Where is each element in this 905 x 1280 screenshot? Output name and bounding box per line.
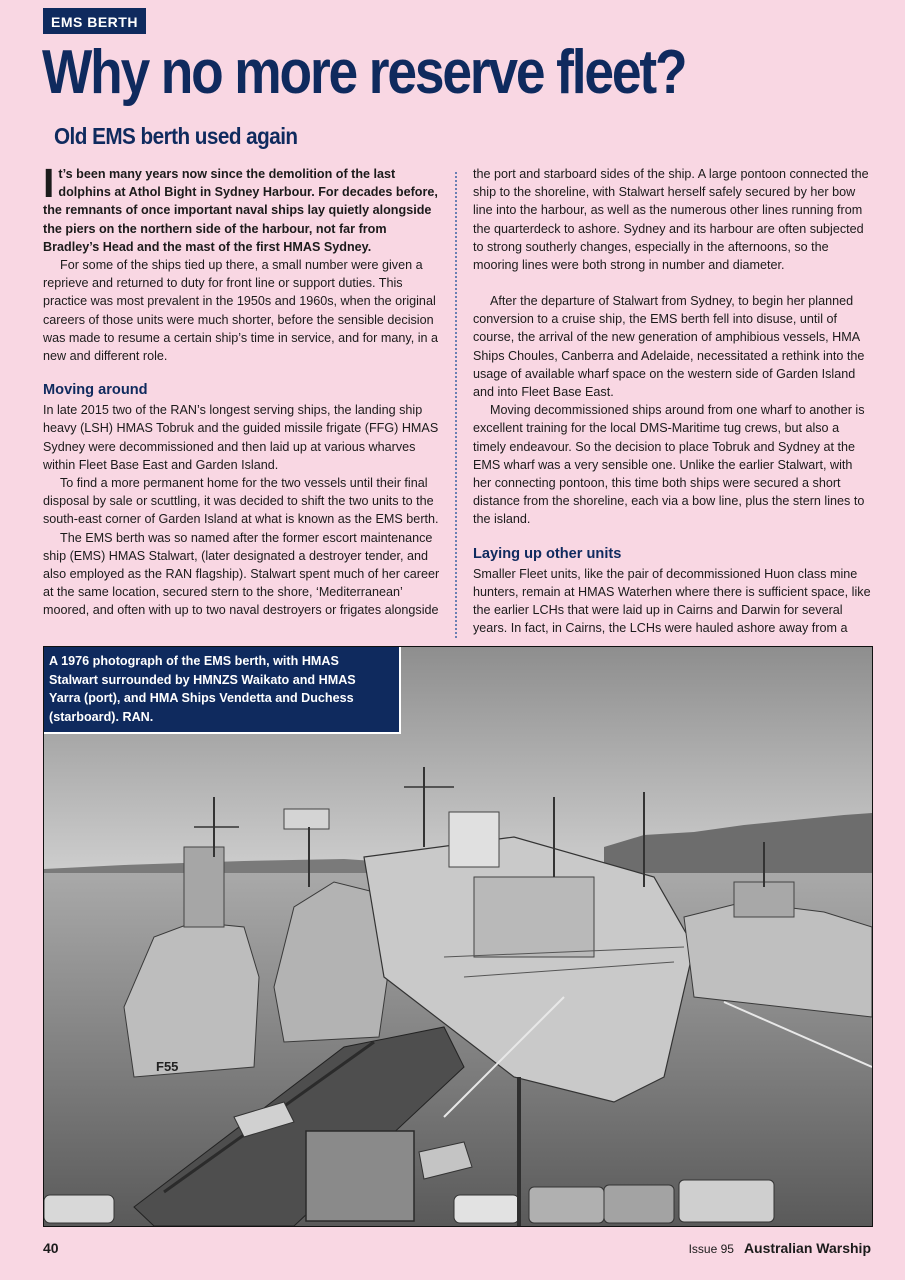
publication-name: Australian Warship	[743, 1240, 871, 1256]
footer-publication	[689, 1240, 871, 1256]
drop-cap: I	[43, 160, 55, 206]
section-tag: EMS BERTH	[43, 8, 146, 34]
issue-number: Issue 95	[688, 1242, 734, 1256]
article-title: Why no more reserve fleet?	[42, 38, 686, 107]
article-column-left	[43, 160, 441, 620]
intro-paragraph	[43, 160, 441, 256]
wharf-shed	[306, 1131, 414, 1221]
body-paragraph: After the departure of Stalwart from Sydney, to begin her planned conversion to a cruise ship, the EMS berth fell into disuse, until of course, the arrival of the new generation of amphibious vessels, HMA Ships Choules, Canberra and Adelaide, necessitated a rethink into the usage of available wharf space on the western side of Garden Island and into Fleet Base East.	[473, 294, 865, 400]
body-paragraph: For some of the ships tied up there, a small number were given a reprieve and returned to duty for front line or support duties. This practice was most prevalent in the 1950s and 1960s, when the original careers of those units were much shorter, before the sensible decision was made to resume a certain ship’s time in service, and for many, in a new and different role.	[43, 258, 439, 364]
column-divider	[455, 172, 457, 638]
photo-caption: A 1976 photograph of the EMS berth, with HMAS Stalwart surrounded by HMNZS Waikato and HMAS Yarra (port), and HMA Ships Vendetta and Duchess (starboard). RAN.	[44, 647, 401, 734]
article-subtitle: Old EMS berth used again	[54, 123, 298, 149]
body-paragraph: Moving decommissioned ships around from one wharf to another is excellent training for the local DMS-Maritime tug crews, but also a timely endeavour. So the decision to place Tobruk and Sydney at the EMS wharf was a very sensible one. Unlike the earlier Stalwart, with her connecting pontoon, this time both ships were secured a short distance from the shoreline, each via a bow line, plus the stern lines to the island.	[473, 403, 865, 527]
section-heading-moving-around: Moving around	[43, 382, 148, 399]
body-paragraph: Smaller Fleet units, like the pair of decommissioned Huon class mine hunters, remain at HMAS Waterhen where there is sufficient space, like the earlier LCHs that were laid up in Cairns and Darwin for several years. In fact, in Cairns, the LCHs were hauled ashore away from a	[473, 566, 871, 636]
harbour-photo	[43, 646, 873, 1227]
section-heading-laying-up: Laying up other units	[473, 545, 622, 562]
page-number: 40	[43, 1240, 59, 1256]
body-paragraph: In late 2015 two of the RAN’s longest serving ships, the landing ship heavy (LSH) HMAS Tobruk and the guided missile frigate (FFG) HMAS Sydney were decommissioned and then laid up at various wharves within Fleet Base East and Garden Island.	[43, 403, 439, 472]
pennant-number: F55	[156, 1059, 179, 1074]
intro-text: t’s been many years now since the demolition of the last dolphins at Athol Bight in Sydney Harbour. For decades before, the remnants of once important naval ships lay quietly alongside the piers on the northern side of the harbour, not far from Bradley’s Head and the mast of the first HMAS Sydney.	[43, 167, 438, 254]
body-paragraph-continued: The EMS berth was so named after the former escort maintenance ship (EMS) HMAS Stalwart, (later designated a destroyer tender, and also employed as the RAN flagship). Stalwart spent much of her career at the same location, secured stern to the shore, ‘Mediterranean’ moored, and often with up to two naval destroyers or frigates alongside	[43, 530, 440, 618]
body-paragraph-continuation: the port and starboard sides of the ship. A large pontoon connected the ship to the shoreline, with Stalwart herself safely secured by her bow line into the harbour, as well as the numerous other lines running from the quarterdeck to ashore. Sydney and its harbour are often subjected to strong southerly changes, especially in the afternoons, so the mooring lines were both strong in number and diameter.	[473, 167, 869, 273]
body-paragraph: To find a more permanent home for the two vessels until their final disposal by sale or scuttling, it was decided to shift the two units to the south-east corner of Garden Island at what is known as the EMS berth.	[43, 476, 439, 527]
article-column-right	[473, 165, 871, 637]
